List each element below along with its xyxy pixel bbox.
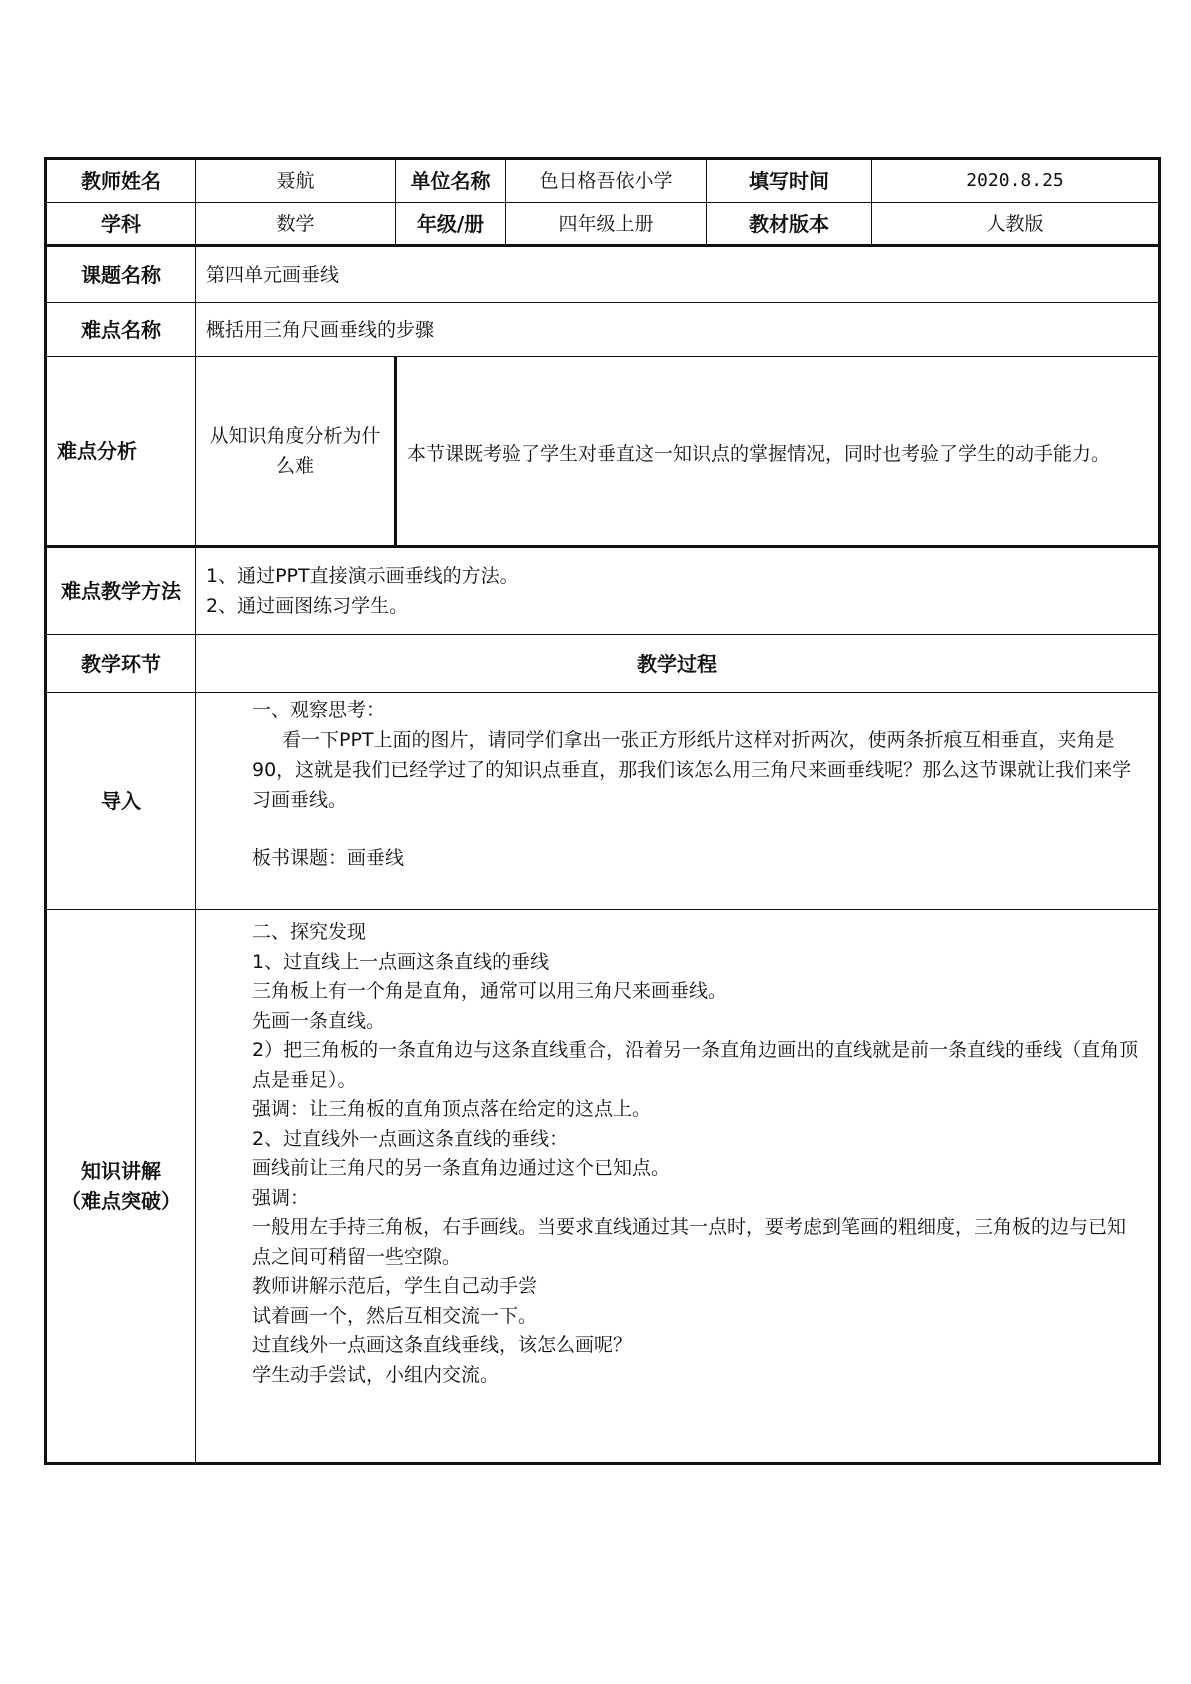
process-header-value: 教学过程 (196, 635, 1160, 693)
intro-paragraph: 看一下PPT上面的图片，请同学们拿出一张正方形纸片这样对折两次，使两条折痕互相垂直，夹角是90，这就是我们已经学过了的知识点垂直，那我们该怎么用三角尺来画垂线呢？那么这节课就让我们来学习画垂线。 (252, 729, 1132, 811)
method-line: 2、通过画图练习学生。 (206, 595, 409, 617)
knowledge-line: 1、过直线上一点画这条直线的垂线 (252, 950, 550, 973)
teacher-label: 教师姓名 (46, 159, 196, 203)
method-line: 1、通过PPT直接演示画垂线的方法。 (206, 565, 519, 587)
knowledge-line: 强调： (252, 1186, 310, 1209)
lesson-plan-table (44, 157, 1158, 1465)
grade-label: 年级/册 (396, 203, 506, 246)
analysis-label: 难点分析 (46, 357, 196, 547)
knowledge-line: 画线前让三角尺的另一条直角边通过这个已知点。 (252, 1157, 671, 1179)
subject-label: 学科 (46, 203, 196, 246)
method-label: 难点教学方法 (46, 547, 196, 635)
knowledge-line: 2）把三角板的一条直角边与这条直线重合，沿着另一条直角边画出的直线就是前一条直线的垂线（直角顶点是垂足）。 (252, 1039, 1139, 1091)
date-label: 填写时间 (707, 159, 872, 203)
intro-label: 导入 (46, 693, 196, 910)
topic-label: 课题名称 (46, 246, 196, 303)
intro-heading: 一、观察思考： (252, 699, 386, 721)
knowledge-line: 三角板上有一个角是直角，通常可以用三角尺来画垂线。 (252, 980, 728, 1002)
teacher-value: 聂航 (196, 159, 396, 203)
knowledge-line: 过直线外一点画这条直线垂线，该怎么画呢？ (252, 1334, 633, 1356)
unit-value: 色日格吾依小学 (506, 159, 707, 203)
intro-board: 板书课题：画垂线 (252, 847, 405, 869)
method-lines (206, 561, 1148, 621)
grade-value: 四年级上册 (506, 203, 707, 246)
process-header-label: 教学环节 (46, 635, 196, 693)
knowledge-line: 一般用左手持三角板，右手画线。当要求直线通过其一点时，要考虑到笔画的粗细度，三角板的边与已知点之间可稍留一些空隙。 (252, 1216, 1127, 1268)
knowledge-label-line2: （难点突破） (61, 1189, 181, 1213)
difficulty-value: 概括用三角尺画垂线的步骤 (196, 303, 1160, 357)
difficulty-label: 难点名称 (46, 303, 196, 357)
edition-label: 教材版本 (707, 203, 872, 246)
subject-value: 数学 (196, 203, 396, 246)
knowledge-line: 二、探究发现 (252, 921, 367, 943)
unit-label: 单位名称 (396, 159, 506, 203)
knowledge-label (46, 910, 196, 1464)
knowledge-line: 教师讲解示范后，学生自己动手尝 (252, 1275, 538, 1297)
knowledge-line: 学生动手尝试，小组内交流。 (252, 1363, 500, 1386)
knowledge-line: 试着画一个，然后互相交流一下。 (252, 1304, 538, 1327)
knowledge-label-line1: 知识讲解 (81, 1159, 161, 1183)
knowledge-line: 强调：让三角板的直角顶点落在给定的这点上。 (252, 1098, 652, 1120)
date-value: 2020.8.25 (872, 159, 1160, 203)
knowledge-lines (252, 918, 1140, 1390)
analysis-sub-label: 从知识角度分析为什么难 (196, 357, 396, 547)
analysis-value: 本节课既考验了学生对垂直这一知识点的掌握情况，同时也考验了学生的动手能力。 (396, 357, 1160, 547)
edition-value: 人教版 (872, 203, 1160, 246)
knowledge-line: 先画一条直线。 (252, 1009, 386, 1032)
topic-value: 第四单元画垂线 (196, 246, 1160, 303)
knowledge-line: 2、过直线外一点画这条直线的垂线： (252, 1127, 569, 1150)
